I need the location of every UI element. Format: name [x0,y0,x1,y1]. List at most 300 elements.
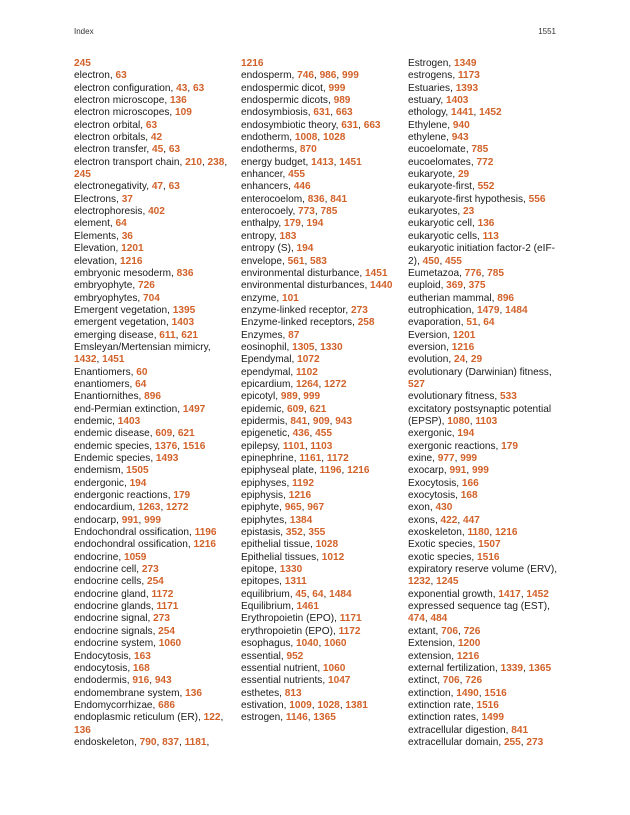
page-reference-link[interactable]: 943 [154,675,172,687]
page-reference-link[interactable]: 245 [74,58,91,69]
page-reference-link[interactable]: 24 [454,354,466,366]
page-reference-link[interactable]: 611 [159,329,176,341]
page-reference-link[interactable]: 1311 [284,576,307,588]
page-reference-link[interactable]: 870 [299,144,317,156]
page-reference-link[interactable]: 136 [185,687,202,699]
page-reference-link[interactable]: 533 [500,391,517,403]
index-term: endomembrane system [74,687,180,699]
page-reference-link[interactable]: 1381 [345,699,368,711]
page-reference-link[interactable]: 772 [476,156,494,168]
page-reference-link[interactable]: 1505 [126,465,149,477]
page-reference-link[interactable]: 943 [335,415,353,427]
index-entry: extant, 706, 726 [408,625,481,637]
page-reference-link[interactable]: 455 [445,255,462,267]
index-term: electron orbitals [74,132,146,144]
page-reference-link[interactable]: 785 [487,267,504,279]
page-reference-link[interactable]: 122 [203,712,221,724]
page-reference-link[interactable]: 776 [464,267,482,279]
page-reference-link[interactable]: 916 [132,675,150,687]
page-reference-link[interactable]: 64 [312,588,324,600]
page-reference-link[interactable]: 552 [477,181,495,193]
index-term: Eumetazoa [408,267,460,279]
page-reference-link[interactable]: 790 [139,736,157,748]
page-reference-link[interactable]: 36 [121,230,133,242]
index-entry: esthetes, 813 [241,687,302,699]
index-entry: epiphyseal plate, 1196, 1216 [241,465,370,477]
page-reference-link[interactable]: 1103 [310,440,333,452]
page-reference-link[interactable]: 1012 [321,551,345,563]
page-reference-link[interactable]: 1072 [297,354,320,366]
page-reference-link[interactable]: 113 [482,230,499,242]
page-reference-link[interactable]: 1330 [279,564,303,576]
page-reference-link[interactable]: 42 [150,132,163,144]
page-reference-link[interactable]: 273 [350,304,368,316]
page-reference-link[interactable]: 999 [144,514,161,526]
page-reference-link[interactable]: 179 [173,490,191,502]
page-reference-link[interactable]: 1376 [154,440,178,452]
page-reference-link[interactable]: 1507 [478,539,501,551]
index-entry: endochondral ossification, 1216 [74,539,216,551]
index-entry: endemic disease, 609, 621 [74,428,195,440]
index-term: electron configuration [74,82,171,94]
page-reference-link[interactable]: 967 [307,502,325,514]
page-reference-link[interactable]: 663 [335,107,353,119]
page-reference-link[interactable]: 1403 [171,317,195,329]
index-term: equilibrium [241,588,290,600]
page-reference-link[interactable]: 977 [437,453,455,464]
index-term: evaporation [408,317,461,329]
page-reference-link[interactable]: 1201 [452,329,476,341]
index-term: embryonic mesoderm [74,267,172,279]
page-reference-link[interactable]: 940 [452,119,470,131]
page-reference-link[interactable]: 455 [315,428,332,440]
index-term: exocytosis [408,490,456,502]
page-reference-link[interactable]: 1216 [241,58,264,69]
page-reference-link[interactable]: 179 [284,218,301,230]
page-reference-link[interactable]: 1403 [117,415,141,427]
page-reference-link[interactable]: 45 [295,588,307,600]
page-reference-link[interactable]: 45 [152,144,164,156]
index-term: Endocytosis [74,650,129,662]
page-reference-link[interactable]: 1008 [294,132,318,144]
index-term: enantiomers [74,378,130,390]
page-reference-link[interactable]: 837 [162,736,179,748]
index-term: endoskeleton [74,736,135,748]
page-reference-link[interactable]: 704 [143,292,160,304]
page-reference-link[interactable]: 952 [286,650,304,662]
page-reference-link[interactable]: 1451 [365,267,388,279]
page-reference-link[interactable]: 1161 [299,453,322,464]
page-reference-link[interactable]: 999 [460,453,478,464]
page-reference-link[interactable]: 255 [503,736,521,748]
page-reference-link[interactable]: 1171 [339,613,362,625]
index-entry: Estrogen, 1349 [408,58,477,69]
page-reference-link[interactable]: 168 [132,662,150,674]
page-reference-link[interactable]: 1103 [475,415,498,427]
page-reference-link[interactable]: 430 [435,502,453,514]
page-reference-link[interactable]: 1216 [120,255,143,267]
page-reference-link[interactable]: 210 [185,156,202,168]
page-reference-link[interactable]: 1059 [123,551,147,563]
page-reference-link[interactable]: 1403 [445,95,469,107]
index-entry: endosymbiotic theory, 631, 663 [241,119,381,131]
page-reference-link[interactable]: 1172 [338,625,361,637]
page-reference-link[interactable]: 29 [457,169,470,181]
page-reference-link[interactable]: 273 [141,564,159,576]
page-reference-link[interactable]: 1365 [528,662,552,674]
page-reference-link[interactable]: 1330 [320,341,343,353]
page-reference-link[interactable]: 1440 [370,280,393,292]
page-reference-link[interactable]: 896 [144,391,161,403]
page-reference-link[interactable]: 1452 [479,107,502,119]
page-reference-link[interactable]: 986 [319,70,337,82]
index-entry: esophagus, 1040, 1060 [241,638,347,650]
page-reference-link[interactable]: 1196 [319,465,342,477]
page-reference-link[interactable]: 273 [526,736,544,748]
page-reference-link[interactable]: 1417 [498,588,521,600]
page-reference-link[interactable]: 1028 [317,699,340,711]
index-entry: estivation, 1009, 1028, 1381 [241,699,368,711]
index-entry: Equilibrium, 1461 [241,601,320,613]
page-reference-link[interactable]: 631 [313,107,331,119]
page-reference-link[interactable]: 1028 [315,539,339,551]
page-reference-link[interactable]: 785 [320,206,338,218]
page-reference-link[interactable]: 999 [328,82,346,94]
page-reference-link[interactable]: 64 [483,317,495,329]
page-reference-link[interactable]: 1009 [289,699,312,711]
page-reference-link[interactable]: 1216 [347,465,370,477]
page-reference-link[interactable]: 1516 [476,699,499,711]
page-reference-link[interactable]: 1365 [313,712,336,724]
running-header-left: Index [74,27,94,36]
index-entry: endemism, 1505 [74,465,149,477]
page-reference-link[interactable]: 1516 [484,687,507,699]
index-entry: epiphyses, 1192 [241,477,314,489]
page-reference-link[interactable]: 726 [137,280,155,292]
index-term: essential [241,650,281,662]
index-entry: estrogens, 1173 [408,70,480,82]
page-reference-link[interactable]: 1102 [296,366,318,378]
page-reference-link[interactable]: 1451 [339,156,362,168]
index-entry: endocardium, 1263, 1272 [74,502,189,514]
index-term: evolution [408,354,449,366]
page-reference-link[interactable]: 1060 [322,662,346,674]
page-reference-link[interactable]: 450 [422,255,440,267]
page-reference-link[interactable]: 474 [408,613,425,625]
page-reference-link[interactable]: 965 [284,502,302,514]
page-reference-link[interactable]: 999 [471,465,489,477]
page-reference-link[interactable]: 1441 [451,107,474,119]
index-term: eukaryote-first hypothesis [408,193,524,205]
page-reference-link[interactable]: 254 [146,576,164,588]
index-term: euploid [408,280,441,292]
page-reference-link[interactable]: 631 [341,119,359,131]
page-reference-link[interactable]: 1216 [495,527,518,539]
page-reference-link[interactable]: 1216 [288,490,312,502]
page-reference-link[interactable]: 1080 [447,415,470,427]
page-reference-link[interactable]: 238 [207,156,225,168]
index-term: enhancer [241,169,283,181]
page-reference-link[interactable]: 375 [468,280,486,292]
page-reference-link[interactable]: 63 [168,144,181,156]
page-reference-link[interactable]: 999 [342,70,359,82]
page-reference-link[interactable]: 1216 [451,341,475,353]
page-reference-link[interactable]: 1349 [454,58,477,69]
page-reference-link[interactable]: 109 [174,107,192,119]
page-reference-link[interactable]: 1232 [408,576,431,588]
page-reference-link[interactable]: 706 [442,675,460,687]
page-reference-link[interactable]: 1173 [457,70,480,82]
page-reference-link[interactable]: 37 [121,193,133,205]
page-reference-link[interactable]: 1216 [193,539,216,551]
page-reference-link[interactable]: 245 [74,169,91,181]
page-reference-link[interactable]: 183 [279,230,297,242]
index-term: Emsleyan/Mertensian mimicry [74,341,208,353]
page-reference-link[interactable]: 1196 [194,527,217,539]
page-reference-link[interactable]: 989 [333,95,351,107]
index-entry: endocrine, 1059 [74,551,147,563]
page-reference-link[interactable]: 1413 [311,156,334,168]
index-term: ethylene [408,132,447,144]
page-reference-link[interactable]: 726 [463,625,481,637]
page-reference-link[interactable]: 1393 [455,82,479,94]
page-reference-link[interactable]: 1493 [155,453,179,464]
page-reference-link[interactable]: 943 [451,132,469,144]
page-reference-link[interactable]: 352 [285,527,303,539]
page-reference-link[interactable]: 663 [363,119,381,131]
page-reference-link[interactable]: 583 [310,255,327,267]
page-reference-link[interactable]: 909 [312,415,330,427]
page-reference-link[interactable]: 273 [153,613,170,625]
page-reference-link[interactable]: 369 [446,280,464,292]
page-reference-link[interactable]: 1028 [322,132,346,144]
page-reference-link[interactable]: 813 [284,687,302,699]
page-reference-link[interactable]: 402 [148,206,165,218]
page-reference-link[interactable]: 194 [457,428,475,440]
page-reference-link[interactable]: 446 [293,181,311,193]
page-reference-link[interactable]: 836 [176,267,194,279]
page-reference-link[interactable]: 436 [292,428,310,440]
page-reference-link[interactable]: 136 [169,95,187,107]
page-reference-link[interactable]: 1479 [477,304,500,316]
index-term: Estrogen [408,58,449,69]
page-reference-link[interactable]: 1245 [436,576,459,588]
page-reference-link[interactable]: 1339 [500,662,524,674]
page-reference-link[interactable]: 194 [296,243,314,255]
page-reference-link[interactable]: 51 [466,317,478,329]
page-reference-link[interactable]: 621 [177,428,195,440]
index-term: esophagus [241,638,291,650]
page-reference-link[interactable]: 484 [430,613,448,625]
page-reference-link[interactable]: 455 [288,169,305,181]
page-reference-link[interactable]: 621 [181,329,199,341]
page-reference-link[interactable]: 706 [441,625,458,637]
page-reference-link[interactable]: 87 [288,329,300,341]
page-reference-link[interactable]: 166 [461,477,479,489]
page-reference-link[interactable]: 726 [465,675,483,687]
page-reference-link[interactable]: 1047 [327,675,351,687]
index-entry: Emsleyan/Mertensian mimicry, 1432, 1451 [74,341,211,366]
page-reference-link[interactable]: 1384 [289,514,313,526]
index-term: entropy [241,230,274,242]
index-entry: extinction, 1490, 1516 [408,687,507,699]
index-term: external fertilization [408,662,495,674]
index-term: epicardium [241,378,291,390]
index-term: estrogen [241,712,281,724]
index-term: exponential growth [408,588,493,600]
page-reference-link[interactable]: 785 [471,144,489,156]
page-reference-link[interactable]: 1200 [457,638,481,650]
page-reference-link[interactable]: 1171 [156,601,179,613]
page-reference-link[interactable]: 447 [463,514,480,526]
index-entry: epitope, 1330 [241,564,303,576]
page-reference-link[interactable]: 1201 [121,243,144,255]
page-reference-link[interactable]: 254 [158,625,176,637]
page-reference-link[interactable]: 168 [460,490,478,502]
page-reference-link[interactable]: 527 [408,378,425,390]
page-reference-link[interactable]: 1499 [481,712,504,724]
page-reference-link[interactable]: 163 [134,650,151,662]
page-reference-link[interactable]: 999 [303,391,321,403]
page-reference-link[interactable]: 1451 [102,354,125,366]
page-reference-link[interactable]: 1216 [456,650,480,662]
page-reference-link[interactable]: 1452 [526,588,549,600]
index-term: exoskeleton [408,527,462,539]
page-reference-link[interactable]: 60 [136,366,148,378]
page-reference-link[interactable]: 1395 [172,304,196,316]
page-reference-link[interactable]: 1490 [456,687,479,699]
page-reference-link[interactable]: 989 [280,391,298,403]
index-term: Elements [74,230,117,242]
page-reference-link[interactable]: 1272 [324,378,347,390]
page-reference-link[interactable]: 609 [287,403,304,415]
page-reference-link[interactable]: 1432 [74,354,97,366]
page-reference-link[interactable]: 991 [449,465,467,477]
index-term: endocrine cell [74,564,137,576]
page-reference-link[interactable]: 1484 [505,304,528,316]
index-term: epiphyte [241,502,280,514]
index-term: electron orbital [74,119,141,131]
page-reference-link[interactable]: 258 [357,317,375,329]
page-reference-link[interactable]: 609 [155,428,173,440]
index-term: exons [408,514,435,526]
page-reference-link[interactable]: 1172 [151,588,174,600]
page-reference-link[interactable]: 136 [74,724,91,736]
page-reference-link[interactable]: 621 [309,403,327,415]
page-reference-link[interactable]: 1101 [282,440,305,452]
page-reference-link[interactable]: 1461 [296,601,320,613]
index-term: Estuaries [408,82,451,94]
page-reference-link[interactable]: 841 [511,724,529,736]
index-term: enhancers [241,181,289,193]
index-term: enterocoelom [241,193,303,205]
index-term: Eversion [408,329,448,341]
page-reference-link[interactable]: 1180 [467,527,490,539]
page-reference-link[interactable]: 29 [470,354,483,366]
index-entry: endergonic reactions, 179 [74,490,191,502]
page-reference-link[interactable]: 1060 [324,638,347,650]
page-reference-link[interactable]: 896 [497,292,515,304]
page-reference-link[interactable]: 556 [528,193,546,205]
page-reference-link[interactable]: 355 [308,527,326,539]
index-term: enthalpy [241,218,279,230]
index-entry: endergonic, 194 [74,477,147,489]
index-entry: electron microscopes, 109 [74,107,192,119]
index-entry: expressed sequence tag (EST), 474, 484 [408,601,550,625]
page-reference-link[interactable]: 194 [129,477,147,489]
page-reference-link[interactable]: 686 [158,699,175,711]
page-reference-link[interactable]: 1192 [292,477,314,489]
page-reference-link[interactable]: 1484 [329,588,352,600]
page-reference-link[interactable]: 836 [307,193,325,205]
page-reference-link[interactable]: 23 [462,206,475,218]
index-term: endocrine signal [74,613,148,625]
index-entry: eutherian mammal, 896 [408,292,515,304]
index-entry: epilepsy, 1101, 1103 [241,440,333,452]
index-entry: Endomycorrhizae, 686 [74,699,175,711]
page-reference-link[interactable]: 1146 [285,712,308,724]
page-reference-link[interactable]: 47 [151,181,164,193]
index-term: Equilibrium [241,601,291,613]
page-reference-link[interactable]: 179 [501,440,518,452]
index-entry: external fertilization, 1339, 1365 [408,662,552,674]
index-term: eukaryotic cell [408,218,472,230]
page-reference-link[interactable]: 194 [306,218,324,230]
page-reference-link[interactable]: 1516 [182,440,206,452]
index-term: endocrine system [74,638,154,650]
page-reference-link[interactable]: 63 [168,181,180,193]
index-term: exine [408,453,433,464]
index-term: epicotyl [241,391,276,403]
page-reference-link[interactable]: 1060 [158,638,182,650]
page-reference-link[interactable]: 1497 [182,403,206,415]
index-entry: evolutionary fitness, 533 [408,391,517,403]
page-reference-link[interactable]: 841 [290,415,308,427]
page-reference-link[interactable]: 63 [115,70,127,82]
page-reference-link[interactable]: 1516 [477,551,500,563]
index-entry: enthalpy, 179, 194 [241,218,324,230]
page-reference-link[interactable]: 64 [135,378,147,390]
page-reference-link[interactable]: 841 [330,193,348,205]
index-term: eukaryotic initiation factor-2 (eIF-2) [408,243,555,267]
index-term: estrogens [408,70,453,82]
page-reference-link[interactable]: 746 [297,70,314,82]
page-reference-link[interactable]: 1272 [166,502,189,514]
page-reference-link[interactable]: 1181 [184,736,207,748]
page-reference-link[interactable]: 136 [477,218,495,230]
page-reference-link[interactable]: 43 [176,82,188,94]
page-reference-link[interactable]: 1264 [295,378,319,390]
page-reference-link[interactable]: 1172 [326,453,349,464]
page-reference-link[interactable]: 1305 [292,341,315,353]
page-reference-link[interactable]: 1040 [296,638,319,650]
page-reference-link[interactable]: 991 [121,514,139,526]
page-reference-link[interactable]: 1263 [137,502,161,514]
page-reference-link[interactable]: 63 [192,82,205,94]
page-reference-link[interactable]: 63 [145,119,158,131]
page-reference-link[interactable]: 773 [298,206,315,218]
index-entry: equilibrium, 45, 64, 1484 [241,588,352,600]
page-reference-link[interactable]: 64 [115,218,127,230]
page-reference-link[interactable]: 101 [281,292,299,304]
index-term: eutrophication [408,304,472,316]
index-term: emerging disease [74,329,154,341]
page-reference-link[interactable]: 561 [287,255,305,267]
index-entry: endoskeleton, 790, 837, 1181, [74,736,210,748]
index-term: endoplasmic reticulum (ER) [74,712,198,724]
page-reference-link[interactable]: 422 [440,514,458,526]
index-entry: electron orbital, 63 [74,119,158,131]
